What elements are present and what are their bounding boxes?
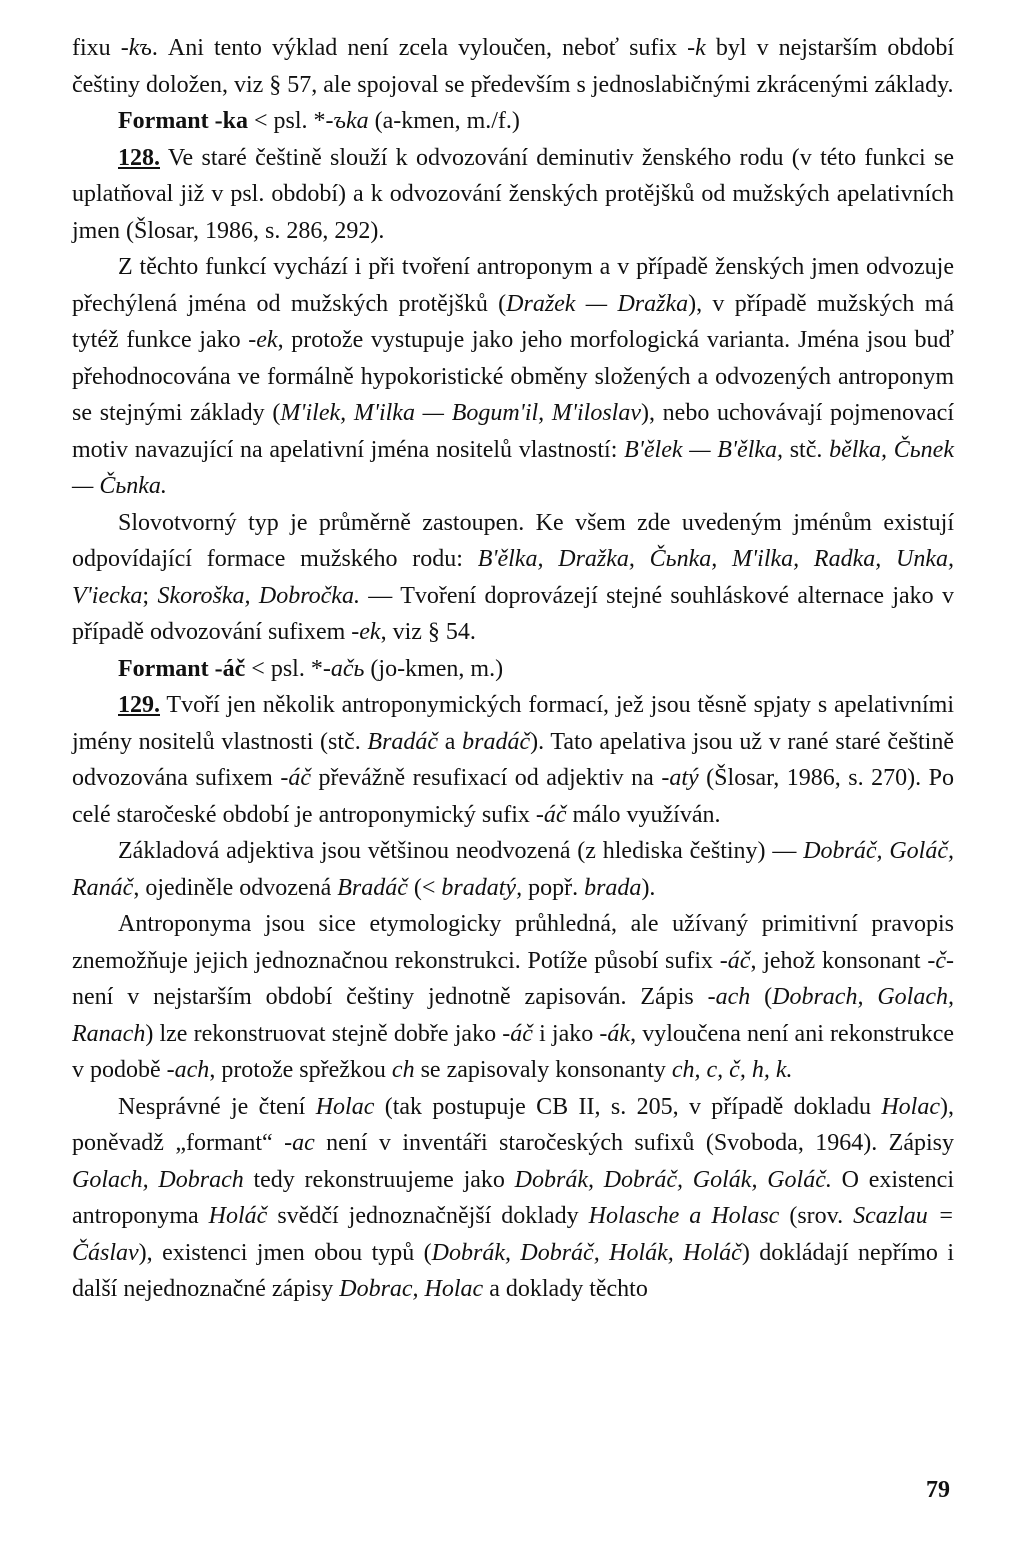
paragraph: Základová adjektiva jsou většinou neodvozená (z hlediska češtiny) — Dobráč, Goláč, Ranáč, ojediněle odvozená Bradáč (< bradatý, popř. brada).: [72, 838, 954, 901]
paragraph: Slovotvorný typ je průměrně zastoupen. Ke všem zde uvedeným jménům existují odpovídající formace mužského rodu: B'ělka, Dražka, Čьnka, M'ilka, Radka, Unka, V'iecka; Skoroška, Dobročka. — Tvoření doprovázejí stejné souhláskové alternace jako v případě odvozování sufixem -ek, viz § 54.: [72, 509, 955, 645]
section-number: 129.: [118, 692, 160, 718]
page-number: 79: [926, 1477, 950, 1503]
paragraph: Nesprávné je čtení Holac (tak postupuje CB II, s. 205, v případě dokladu Holac), poněvadž „formant“ -ac není v inventáři staročeských sufixů (Svoboda, 1964). Zápisy Golach, Dobrach tedy rekonstruujeme jako Dobrák, Dobráč, Golák, Goláč. O existenci antroponyma Holáč svědčí jednoznačnější doklady Holasche a Holasc (srov. Scazlau = Čáslav), existenci jmen obou typů (Dobrák, Dobráč, Holák, Holáč) dokládají nepřímo i další nejednoznačné zápisy Dobrac, Holac a doklady těchto: [72, 1093, 955, 1302]
paragraph-continuation: fixu -kъ. Ani tento výklad není zcela vyloučen, neboť sufix -k byl v nejstarším období češtiny doložen, viz § 57, ale spojoval se především s jednoslabičnými zkrácenými základy.: [72, 35, 955, 98]
paragraph: Z těchto funkcí vychází i při tvoření antroponym a v případě ženských jmen odvozuje přechýlená jména od mužských protějšků (Dražek — Dražka), v případě mužských má tytéž funkce jako -ek, protože vystupuje jako jeho morfologická varianta. Jména jsou buď přehodnocována ve formálně hypokoristické obměny složených a odvozených antroponym se stejnými základy (M'ilek, M'ilka — Bogum'il, M'iloslav), nebo uchovávají pojmenovací motiv navazující na apelativní jména nositelů vlastností: B'ělek — B'ělka, stč. bělka, Čьnek — Čьnka.: [72, 254, 954, 499]
formant-heading-ac: Formant -áč < psl. *-ačь (jo-kmen, m.): [118, 655, 504, 682]
paragraph: Antroponyma jsou sice etymologicky průhledná, ale užívaný primitivní pravopis znemožňuje jejich jednoznačnou rekonstrukci. Potíže působí sufix -áč, jehož konsonant -č- není v nejstarším období češtiny jednotně zapisován. Zápis -ach (Dobrach, Golach, Ranach) lze rekonstruovat stejně dobře jako -áč i jako -ák, vyloučena není ani rekonstrukce v podobě -ach, protože spřežkou ch se zapisovaly konsonanty ch, c, č, h, k.: [72, 911, 955, 1083]
section-number: 128.: [118, 144, 160, 171]
formant-heading-ka: Formant -ka < psl. *-ъka (a-kmen, m./f.): [118, 108, 520, 134]
section-128: 128. Ve staré češtině slouží k odvozování deminutiv ženského rodu (v této funkci se uplatňoval již v psl. období) a k odvozování ženských protějšků od mužských apelativních jmen (Šlosar, 1986, s. 286, 292).: [72, 144, 954, 244]
section-129: 129. Tvoří jen několik antroponymických formací, jež jsou těsně spjaty s apelativními jmény nositelů vlastnosti (stč. Bradáč a bradáč). Tato apelativa jsou už v rané staré češtině odvozována sufixem -áč převážně resufixací od adjektiv na -atý (Šlosar, 1986, s. 270). Po celé staročeské období je antroponymický sufix -áč málo využíván.: [72, 692, 955, 828]
